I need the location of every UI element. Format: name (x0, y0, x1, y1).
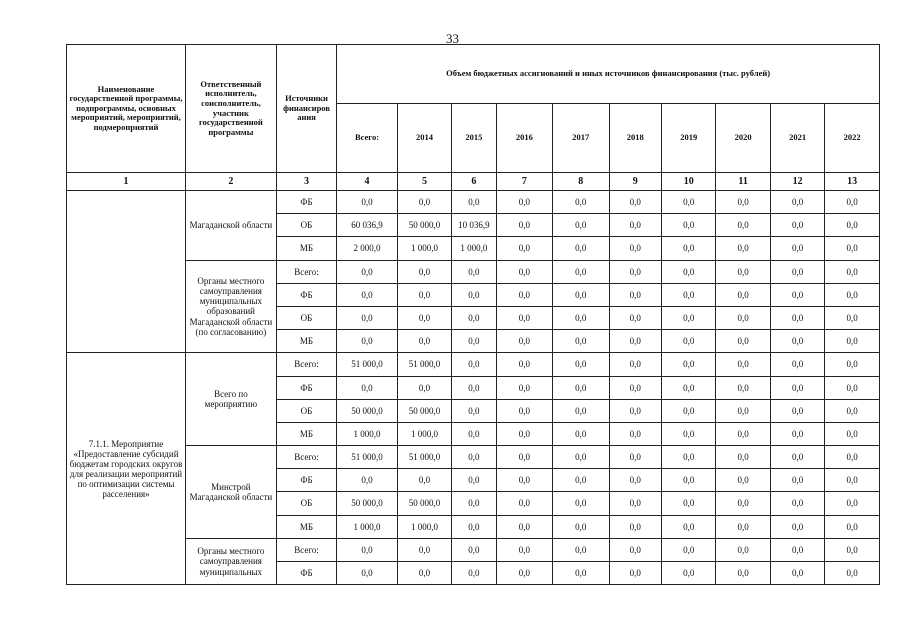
funding-source: ФБ (276, 469, 337, 492)
amount-cell: 0,0 (716, 214, 770, 237)
funding-source: ФБ (276, 562, 337, 585)
amount-cell: 0,0 (661, 492, 715, 515)
amount-cell: 0,0 (770, 446, 824, 469)
amount-cell: 0,0 (397, 260, 451, 283)
amount-cell: 0,0 (770, 260, 824, 283)
funding-source: Всего: (276, 260, 337, 283)
amount-cell: 0,0 (716, 283, 770, 306)
amount-cell: 0,0 (609, 562, 661, 585)
header-year: 2017 (553, 104, 609, 173)
header-volume: Объем бюджетных ассигнований и иных источников финансирования (тыс. рублей) (337, 45, 880, 104)
funding-source: ОБ (276, 306, 337, 329)
amount-cell: 0,0 (661, 260, 715, 283)
amount-cell: 60 036,9 (337, 214, 398, 237)
amount-cell: 0,0 (770, 562, 824, 585)
amount-cell: 50 000,0 (397, 492, 451, 515)
amount-cell: 0,0 (770, 422, 824, 445)
amount-cell: 0,0 (452, 353, 496, 376)
amount-cell: 0,0 (397, 306, 451, 329)
amount-cell: 0,0 (397, 562, 451, 585)
table-body (67, 173, 880, 585)
column-number: 9 (609, 173, 661, 191)
amount-cell: 0,0 (337, 191, 398, 214)
amount-cell: 0,0 (496, 306, 552, 329)
column-numbers-row (67, 173, 880, 191)
amount-cell: 0,0 (452, 376, 496, 399)
amount-cell: 0,0 (661, 330, 715, 353)
amount-cell: 0,0 (825, 260, 880, 283)
amount-cell: 2 000,0 (337, 237, 398, 260)
amount-cell: 0,0 (716, 260, 770, 283)
funding-source: Всего: (276, 538, 337, 561)
amount-cell: 0,0 (825, 492, 880, 515)
amount-cell: 10 036,9 (452, 214, 496, 237)
header-year: 2015 (452, 104, 496, 173)
amount-cell: 0,0 (452, 538, 496, 561)
funding-source: ОБ (276, 214, 337, 237)
amount-cell: 0,0 (661, 469, 715, 492)
amount-cell: 0,0 (609, 353, 661, 376)
amount-cell: 0,0 (770, 237, 824, 260)
header-year: 2021 (770, 104, 824, 173)
header-name: Наименование государственной программы, подпрограммы, основных мероприятий, мероприятий, подмероприятий (67, 45, 186, 173)
amount-cell: 0,0 (661, 214, 715, 237)
amount-cell: 0,0 (609, 538, 661, 561)
amount-cell: 0,0 (452, 191, 496, 214)
amount-cell: 0,0 (770, 492, 824, 515)
amount-cell: 0,0 (716, 399, 770, 422)
column-number: 5 (397, 173, 451, 191)
executor-name: Минстрой Магаданской области (186, 446, 277, 539)
measure-name (67, 191, 186, 353)
funding-source: МБ (276, 330, 337, 353)
amount-cell: 0,0 (553, 562, 609, 585)
executor-name: Всего по мероприятию (186, 353, 277, 446)
amount-cell: 0,0 (496, 283, 552, 306)
funding-source: МБ (276, 515, 337, 538)
header-year: 2018 (609, 104, 661, 173)
amount-cell: 1 000,0 (397, 515, 451, 538)
amount-cell: 0,0 (553, 283, 609, 306)
amount-cell: 0,0 (553, 492, 609, 515)
amount-cell: 0,0 (661, 353, 715, 376)
table-row (67, 191, 880, 214)
amount-cell: 0,0 (661, 283, 715, 306)
amount-cell: 0,0 (337, 283, 398, 306)
amount-cell: 0,0 (609, 237, 661, 260)
funding-source: Всего: (276, 446, 337, 469)
funding-source: ОБ (276, 492, 337, 515)
header-sources: Источники финансиров ания (276, 45, 337, 173)
amount-cell: 0,0 (661, 422, 715, 445)
amount-cell: 0,0 (825, 399, 880, 422)
amount-cell: 0,0 (496, 562, 552, 585)
amount-cell: 0,0 (609, 306, 661, 329)
amount-cell: 0,0 (452, 306, 496, 329)
amount-cell: 0,0 (661, 399, 715, 422)
amount-cell: 0,0 (770, 538, 824, 561)
amount-cell: 0,0 (661, 191, 715, 214)
amount-cell: 0,0 (716, 492, 770, 515)
amount-cell: 0,0 (661, 446, 715, 469)
amount-cell: 0,0 (770, 353, 824, 376)
amount-cell: 0,0 (609, 376, 661, 399)
amount-cell: 0,0 (609, 469, 661, 492)
amount-cell: 0,0 (553, 191, 609, 214)
header-year: Всего: (337, 104, 398, 173)
amount-cell: 51 000,0 (337, 446, 398, 469)
amount-cell: 0,0 (716, 353, 770, 376)
amount-cell: 0,0 (661, 306, 715, 329)
amount-cell: 0,0 (496, 237, 552, 260)
amount-cell: 0,0 (397, 376, 451, 399)
executor-name: Магаданской области (186, 191, 277, 261)
amount-cell: 0,0 (609, 330, 661, 353)
column-number: 1 (67, 173, 186, 191)
amount-cell: 0,0 (825, 214, 880, 237)
amount-cell: 50 000,0 (337, 399, 398, 422)
funding-source: ФБ (276, 283, 337, 306)
executor-name: Органы местного самоуправления муниципальных образований Магаданской области (по согласованию) (186, 260, 277, 353)
amount-cell: 0,0 (553, 260, 609, 283)
amount-cell: 0,0 (825, 422, 880, 445)
amount-cell: 0,0 (609, 191, 661, 214)
amount-cell: 0,0 (397, 191, 451, 214)
amount-cell: 0,0 (609, 446, 661, 469)
amount-cell: 0,0 (337, 562, 398, 585)
amount-cell: 0,0 (825, 538, 880, 561)
amount-cell: 0,0 (452, 330, 496, 353)
table-row (67, 446, 880, 469)
amount-cell: 0,0 (553, 399, 609, 422)
table-row (67, 260, 880, 283)
amount-cell: 0,0 (496, 330, 552, 353)
amount-cell: 0,0 (496, 353, 552, 376)
header-year: 2020 (716, 104, 770, 173)
amount-cell: 0,0 (553, 214, 609, 237)
header-year: 2016 (496, 104, 552, 173)
amount-cell: 51 000,0 (337, 353, 398, 376)
amount-cell: 1 000,0 (452, 237, 496, 260)
measure-name: 7.1.1. Мероприятие «Предоставление субсидий бюджетам городских округов для реализации мероприятий по оптимизации системы расселения» (67, 353, 186, 585)
column-number: 2 (186, 173, 277, 191)
amount-cell: 0,0 (553, 515, 609, 538)
amount-cell: 0,0 (452, 515, 496, 538)
amount-cell: 0,0 (609, 214, 661, 237)
amount-cell: 0,0 (609, 283, 661, 306)
amount-cell: 0,0 (825, 515, 880, 538)
amount-cell: 51 000,0 (397, 353, 451, 376)
column-number: 11 (716, 173, 770, 191)
amount-cell: 0,0 (553, 353, 609, 376)
page-number: 33 (446, 31, 459, 46)
amount-cell: 0,0 (452, 422, 496, 445)
amount-cell: 0,0 (716, 562, 770, 585)
amount-cell: 0,0 (716, 469, 770, 492)
funding-source: ОБ (276, 399, 337, 422)
amount-cell: 0,0 (609, 260, 661, 283)
column-number: 3 (276, 173, 337, 191)
amount-cell: 0,0 (770, 515, 824, 538)
amount-cell: 0,0 (496, 422, 552, 445)
amount-cell: 0,0 (716, 237, 770, 260)
amount-cell: 0,0 (452, 492, 496, 515)
amount-cell: 50 000,0 (337, 492, 398, 515)
amount-cell: 0,0 (553, 538, 609, 561)
amount-cell: 0,0 (337, 469, 398, 492)
amount-cell: 0,0 (496, 515, 552, 538)
amount-cell: 0,0 (496, 214, 552, 237)
amount-cell: 1 000,0 (337, 422, 398, 445)
amount-cell: 0,0 (825, 562, 880, 585)
amount-cell: 0,0 (337, 376, 398, 399)
amount-cell: 1 000,0 (337, 515, 398, 538)
amount-cell: 0,0 (452, 283, 496, 306)
column-number: 7 (496, 173, 552, 191)
amount-cell: 0,0 (770, 191, 824, 214)
amount-cell: 51 000,0 (397, 446, 451, 469)
amount-cell: 0,0 (337, 306, 398, 329)
column-number: 6 (452, 173, 496, 191)
amount-cell: 0,0 (452, 469, 496, 492)
amount-cell: 0,0 (770, 330, 824, 353)
amount-cell: 0,0 (716, 515, 770, 538)
amount-cell: 0,0 (770, 399, 824, 422)
amount-cell: 0,0 (452, 446, 496, 469)
amount-cell: 0,0 (496, 399, 552, 422)
amount-cell: 0,0 (496, 191, 552, 214)
funding-source: ФБ (276, 191, 337, 214)
executor-name: Органы местного самоуправления муниципальных (186, 538, 277, 584)
amount-cell: 0,0 (716, 191, 770, 214)
amount-cell: 0,0 (825, 446, 880, 469)
column-number: 8 (553, 173, 609, 191)
amount-cell: 0,0 (397, 469, 451, 492)
amount-cell: 0,0 (397, 283, 451, 306)
column-number: 13 (825, 173, 880, 191)
amount-cell: 0,0 (716, 422, 770, 445)
amount-cell: 0,0 (452, 260, 496, 283)
header-year: 2022 (825, 104, 880, 173)
funding-source: Всего: (276, 353, 337, 376)
funding-source: МБ (276, 422, 337, 445)
table-row (67, 538, 880, 561)
amount-cell: 0,0 (496, 469, 552, 492)
amount-cell: 0,0 (496, 538, 552, 561)
amount-cell: 0,0 (337, 538, 398, 561)
amount-cell: 0,0 (716, 446, 770, 469)
amount-cell: 0,0 (716, 376, 770, 399)
amount-cell: 0,0 (553, 330, 609, 353)
amount-cell: 0,0 (452, 562, 496, 585)
amount-cell: 0,0 (609, 492, 661, 515)
amount-cell: 0,0 (825, 283, 880, 306)
funding-source: МБ (276, 237, 337, 260)
amount-cell: 0,0 (825, 237, 880, 260)
amount-cell: 0,0 (661, 515, 715, 538)
amount-cell: 0,0 (716, 306, 770, 329)
amount-cell: 0,0 (825, 306, 880, 329)
amount-cell: 0,0 (553, 422, 609, 445)
amount-cell: 0,0 (609, 515, 661, 538)
amount-cell: 0,0 (770, 376, 824, 399)
amount-cell: 0,0 (825, 469, 880, 492)
amount-cell: 0,0 (609, 399, 661, 422)
amount-cell: 0,0 (553, 306, 609, 329)
amount-cell: 0,0 (770, 306, 824, 329)
amount-cell: 0,0 (553, 376, 609, 399)
column-number: 12 (770, 173, 824, 191)
amount-cell: 50 000,0 (397, 214, 451, 237)
header-year: 2014 (397, 104, 451, 173)
amount-cell: 0,0 (452, 399, 496, 422)
amount-cell: 0,0 (825, 353, 880, 376)
amount-cell: 50 000,0 (397, 399, 451, 422)
amount-cell: 0,0 (496, 376, 552, 399)
amount-cell: 0,0 (770, 283, 824, 306)
column-number: 10 (661, 173, 715, 191)
amount-cell: 0,0 (661, 376, 715, 399)
amount-cell: 0,0 (553, 237, 609, 260)
amount-cell: 0,0 (397, 538, 451, 561)
amount-cell: 1 000,0 (397, 237, 451, 260)
amount-cell: 0,0 (661, 237, 715, 260)
amount-cell: 0,0 (609, 422, 661, 445)
amount-cell: 1 000,0 (397, 422, 451, 445)
column-number: 4 (337, 173, 398, 191)
amount-cell: 0,0 (661, 538, 715, 561)
amount-cell: 0,0 (553, 446, 609, 469)
amount-cell: 0,0 (825, 330, 880, 353)
amount-cell: 0,0 (770, 214, 824, 237)
amount-cell: 0,0 (397, 330, 451, 353)
budget-table (66, 44, 880, 585)
amount-cell: 0,0 (661, 562, 715, 585)
header-year: 2019 (661, 104, 715, 173)
table-row (67, 353, 880, 376)
amount-cell: 0,0 (337, 260, 398, 283)
amount-cell: 0,0 (716, 538, 770, 561)
amount-cell: 0,0 (553, 469, 609, 492)
amount-cell: 0,0 (770, 469, 824, 492)
amount-cell: 0,0 (496, 260, 552, 283)
amount-cell: 0,0 (337, 330, 398, 353)
amount-cell: 0,0 (825, 376, 880, 399)
header-executor: Ответственный исполнитель, соисполнитель, участник государственной программы (186, 45, 277, 173)
funding-source: ФБ (276, 376, 337, 399)
amount-cell: 0,0 (716, 330, 770, 353)
amount-cell: 0,0 (825, 191, 880, 214)
amount-cell: 0,0 (496, 492, 552, 515)
amount-cell: 0,0 (496, 446, 552, 469)
